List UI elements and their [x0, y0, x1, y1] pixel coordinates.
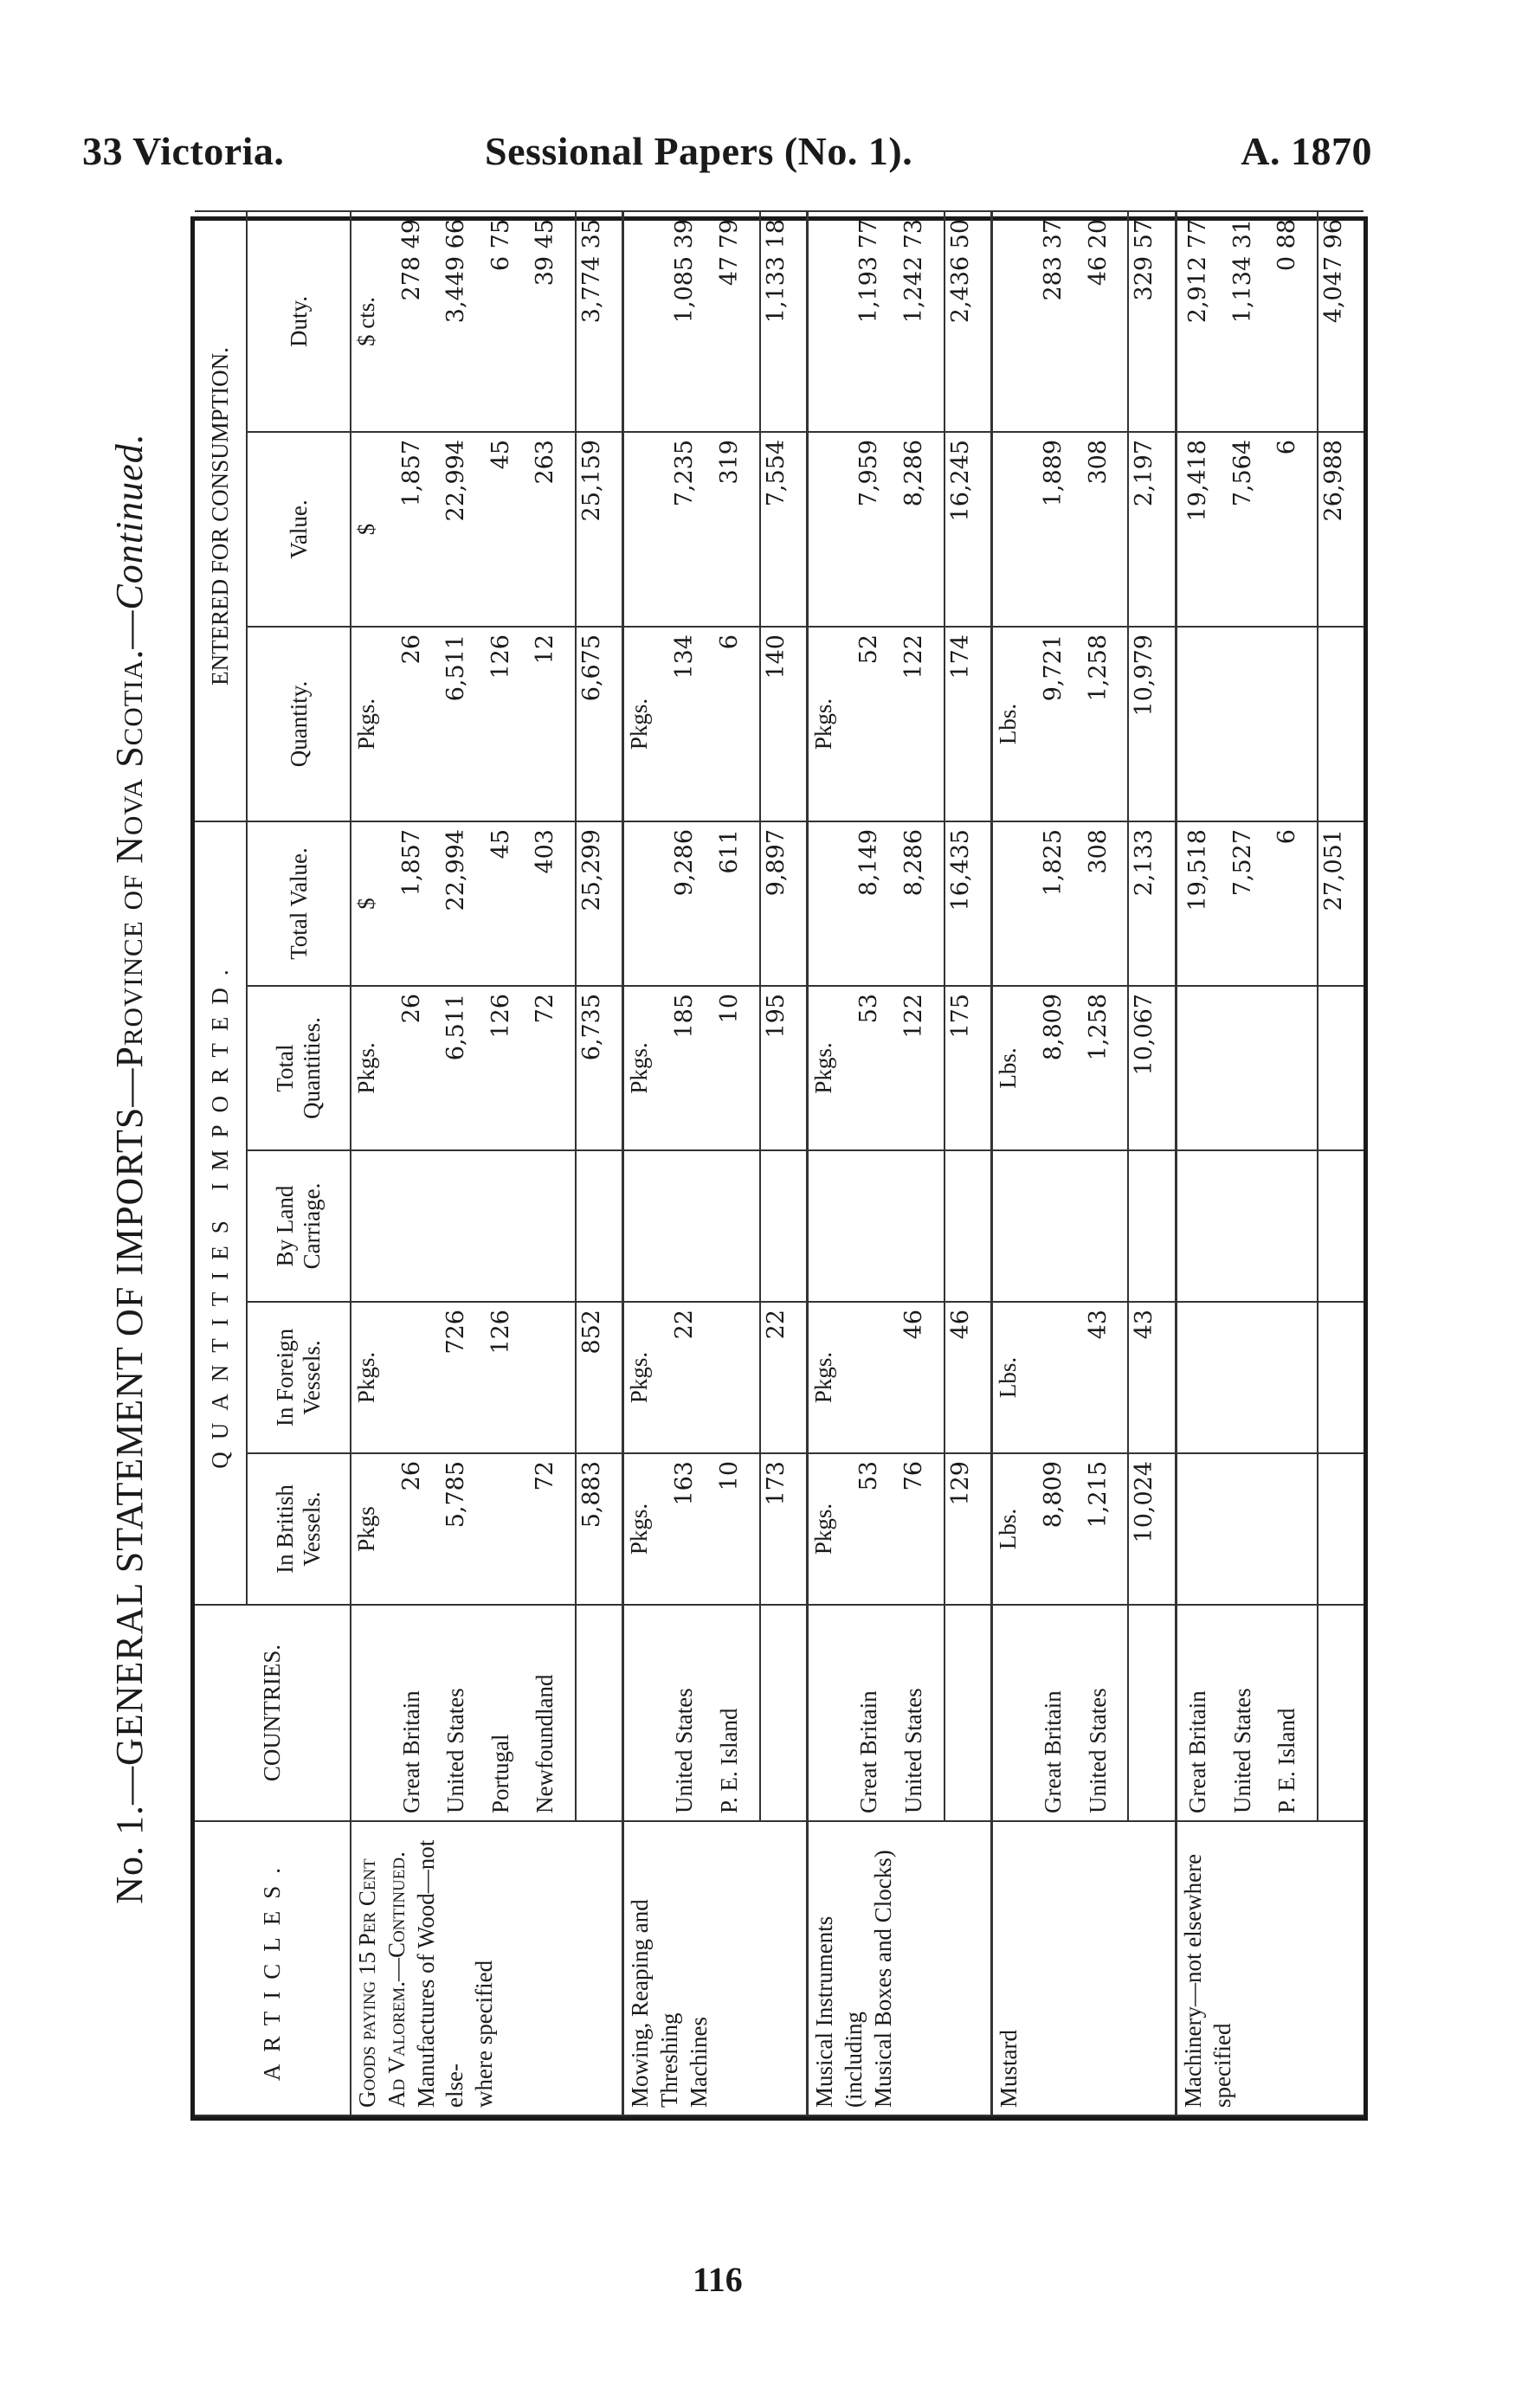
unit-label: Lbs. — [992, 627, 1039, 821]
total-total-v: 25,299 — [576, 821, 623, 986]
cell-foreign — [1183, 1302, 1227, 1453]
cell-total-q: 1,258 — [1083, 986, 1129, 1150]
cell-british — [486, 1453, 530, 1605]
col-total-quantities: Total Quantities. — [247, 986, 351, 1150]
cell-duty: 2,912 77 — [1183, 211, 1227, 432]
cell-duty: 39 45 — [530, 211, 576, 432]
col-duty: Duty. — [247, 211, 351, 432]
total-land — [1318, 1150, 1364, 1302]
cell-total-q: 126 — [486, 986, 530, 1150]
total-spacer — [576, 1605, 623, 1821]
country-label: Great Britain — [1183, 1605, 1227, 1821]
unit-label: Pkgs. — [351, 986, 396, 1150]
country-label: Newfoundland — [530, 1605, 576, 1821]
cell-quantity: 9,721 — [1038, 627, 1082, 821]
header-year: A. 1870 — [1241, 129, 1372, 173]
cell-quantity: 6 — [714, 627, 760, 821]
cell-land — [1083, 1150, 1129, 1302]
article-line: Machinery—not elsewhere specified — [1179, 1853, 1235, 2108]
unit-label — [808, 821, 854, 986]
total-land — [1128, 1150, 1176, 1302]
total-british: 129 — [944, 1453, 992, 1605]
unit-label: Pkgs — [351, 1453, 396, 1605]
cell-quantity: 26 — [396, 627, 441, 821]
cell-land — [1038, 1150, 1082, 1302]
cell-total-v: 22,994 — [441, 821, 485, 986]
cell-total-q: 26 — [396, 986, 441, 1150]
cell-value: 1,889 — [1038, 432, 1082, 627]
cell-british: 8,809 — [1038, 1453, 1082, 1605]
article-line: Mustard — [996, 2030, 1022, 2108]
cell-total-v: 611 — [714, 821, 760, 986]
article-line: Musical Instruments (including — [811, 1915, 867, 2108]
header-title: Sessional Papers (No. 1). — [485, 129, 913, 173]
total-total-q — [1318, 986, 1364, 1150]
col-countries: COUNTRIES. — [195, 1605, 351, 1821]
cell-foreign: 43 — [1083, 1302, 1129, 1453]
cell-british: 1,215 — [1083, 1453, 1129, 1605]
cell-land — [1228, 1150, 1272, 1302]
cell-land — [854, 1150, 898, 1302]
country-label: Portugal — [486, 1605, 530, 1821]
cell-foreign — [1228, 1302, 1272, 1453]
cell-total-q: 122 — [899, 986, 944, 1150]
unit-label: Lbs. — [992, 1302, 1039, 1453]
cell-value: 308 — [1083, 432, 1129, 627]
cell-total-v: 8,149 — [854, 821, 898, 986]
article-name — [623, 1821, 808, 2115]
cell-land — [714, 1150, 760, 1302]
total-total-v: 27,051 — [1318, 821, 1364, 986]
unit-label: $ — [351, 821, 396, 986]
unit-label: Pkgs. — [623, 1302, 670, 1453]
col-total-value: Total Value. — [247, 821, 351, 986]
article-line: Manufactures of Wood—not else- — [412, 1839, 468, 2108]
rotated-table-region — [82, 216, 1381, 2121]
cell-total-v: 45 — [486, 821, 530, 986]
cell-value: 19,418 — [1183, 432, 1227, 627]
unit-label — [992, 1150, 1039, 1302]
cell-foreign — [854, 1302, 898, 1453]
total-value: 7,554 — [760, 432, 808, 627]
unit-label — [1176, 1453, 1183, 1605]
cell-land — [486, 1150, 530, 1302]
unit-label — [1176, 432, 1183, 627]
cell-british: 10 — [714, 1453, 760, 1605]
country-cell — [808, 1605, 854, 1821]
cell-total-q: 53 — [854, 986, 898, 1150]
col-british: In British Vessels. — [247, 1453, 351, 1605]
total-foreign: 852 — [576, 1302, 623, 1453]
unit-label: $ cts. — [351, 211, 396, 432]
cell-value: 263 — [530, 432, 576, 627]
country-label: Great Britain — [396, 1605, 441, 1821]
unit-label: Lbs. — [992, 1453, 1039, 1605]
cell-value: 7,564 — [1228, 432, 1272, 627]
total-quantity: 10,979 — [1128, 627, 1176, 821]
cell-quantity — [1183, 627, 1227, 821]
cell-foreign — [714, 1302, 760, 1453]
article-line: Goods paying 15 Per Cent — [354, 1858, 380, 2108]
cell-value: 7,235 — [669, 432, 713, 627]
country-label: United States — [899, 1605, 944, 1821]
article-line: Machines — [685, 2017, 712, 2108]
unit-label — [1176, 1150, 1183, 1302]
total-quantity — [1318, 627, 1364, 821]
cell-duty: 47 79 — [714, 211, 760, 432]
total-land — [576, 1150, 623, 1302]
cell-total-v: 6 — [1272, 821, 1318, 986]
country-cell — [1176, 1605, 1183, 1821]
cell-land — [899, 1150, 944, 1302]
cell-quantity: 12 — [530, 627, 576, 821]
country-cell — [623, 1605, 670, 1821]
cell-duty: 1,193 77 — [854, 211, 898, 432]
unit-label — [992, 211, 1039, 432]
unit-label: Pkgs. — [623, 986, 670, 1150]
cell-quantity: 122 — [899, 627, 944, 821]
unit-label: Pkgs. — [808, 1302, 854, 1453]
total-british: 5,883 — [576, 1453, 623, 1605]
country-label: United States — [1083, 1605, 1129, 1821]
col-foreign: In Foreign Vessels. — [247, 1302, 351, 1453]
cell-foreign — [1038, 1302, 1082, 1453]
country-label: P. E. Island — [714, 1605, 760, 1821]
cell-value: 7,959 — [854, 432, 898, 627]
unit-label — [992, 821, 1039, 986]
total-spacer — [760, 1605, 808, 1821]
section-unit-row — [351, 211, 396, 2115]
cell-land — [1183, 1150, 1227, 1302]
cell-british: 76 — [899, 1453, 944, 1605]
article-line: where specified — [471, 1960, 497, 2108]
unit-label — [623, 211, 670, 432]
cell-foreign: 126 — [486, 1302, 530, 1453]
cell-duty: 3,449 66 — [441, 211, 485, 432]
cell-duty: 0 88 — [1272, 211, 1318, 432]
cell-british: 72 — [530, 1453, 576, 1605]
total-quantity: 6,675 — [576, 627, 623, 821]
cell-duty: 1,242 73 — [899, 211, 944, 432]
cell-foreign: 726 — [441, 1302, 485, 1453]
cell-british — [1228, 1453, 1272, 1605]
total-duty: 329 57 — [1128, 211, 1176, 432]
cell-value: 8,286 — [899, 432, 944, 627]
cell-duty: 1,134 31 — [1228, 211, 1272, 432]
cell-total-q: 72 — [530, 986, 576, 1150]
total-duty: 3,774 35 — [576, 211, 623, 432]
unit-label — [1176, 1302, 1183, 1453]
cell-total-q — [1183, 986, 1227, 1150]
total-quantity: 174 — [944, 627, 992, 821]
article-line: Musical Boxes and Clocks) — [869, 1850, 896, 2108]
total-british: 10,024 — [1128, 1453, 1176, 1605]
cell-value: 319 — [714, 432, 760, 627]
unit-label — [1176, 211, 1183, 432]
cell-british: 5,785 — [441, 1453, 485, 1605]
total-foreign: 46 — [944, 1302, 992, 1453]
col-consumption-group: ENTERED FOR CONSUMPTION. — [195, 211, 247, 821]
cell-land — [441, 1150, 485, 1302]
section-unit-row — [623, 211, 670, 2115]
cell-foreign: 46 — [899, 1302, 944, 1453]
total-value: 25,159 — [576, 432, 623, 627]
table-body — [351, 211, 1364, 2115]
unit-label — [623, 1150, 670, 1302]
unit-label — [1176, 627, 1183, 821]
cell-value: 45 — [486, 432, 530, 627]
total-land — [760, 1150, 808, 1302]
section-unit-row — [808, 211, 854, 2115]
total-value: 2,197 — [1128, 432, 1176, 627]
cell-value: 6 — [1272, 432, 1318, 627]
title-main: No. 1.—GENERAL STATEMENT OF IMPORTS— — [108, 1067, 151, 1904]
cell-total-v: 308 — [1083, 821, 1129, 986]
total-spacer — [1318, 1605, 1364, 1821]
section-unit-row — [1176, 211, 1183, 2115]
country-label: United States — [669, 1605, 713, 1821]
cell-quantity — [1228, 627, 1272, 821]
cell-british: 163 — [669, 1453, 713, 1605]
cell-land — [530, 1150, 576, 1302]
article-line: Mowing, Reaping and Threshing — [627, 1899, 683, 2108]
cell-total-q — [1272, 986, 1318, 1150]
article-name — [992, 1821, 1177, 2115]
col-land: By Land Carriage. — [247, 1150, 351, 1302]
country-cell — [992, 1605, 1039, 1821]
total-total-v: 2,133 — [1128, 821, 1176, 986]
cell-total-q: 10 — [714, 986, 760, 1150]
unit-label: Pkgs. — [623, 1453, 670, 1605]
col-quantity: Quantity. — [247, 627, 351, 821]
cell-total-q: 185 — [669, 986, 713, 1150]
unit-label: Pkgs. — [351, 627, 396, 821]
cell-land — [396, 1150, 441, 1302]
total-quantity: 140 — [760, 627, 808, 821]
cell-duty: 283 37 — [1038, 211, 1082, 432]
page-number: 116 — [693, 2260, 743, 2299]
total-foreign: 22 — [760, 1302, 808, 1453]
cell-british — [1183, 1453, 1227, 1605]
cell-quantity: 126 — [486, 627, 530, 821]
col-imported-group: QUANTITIES IMPORTED. — [195, 821, 247, 1605]
country-label: P. E. Island — [1272, 1605, 1318, 1821]
unit-label: Pkgs. — [351, 1302, 396, 1453]
total-value: 26,988 — [1318, 432, 1364, 627]
cell-total-v: 1,825 — [1038, 821, 1082, 986]
cell-total-v: 9,286 — [669, 821, 713, 986]
cell-value: 1,857 — [396, 432, 441, 627]
cell-total-v: 403 — [530, 821, 576, 986]
title-continued: Continued. — [108, 433, 151, 610]
cell-duty: 6 75 — [486, 211, 530, 432]
cell-quantity: 52 — [854, 627, 898, 821]
unit-label — [1176, 821, 1183, 986]
cell-foreign — [530, 1302, 576, 1453]
cell-total-v: 8,286 — [899, 821, 944, 986]
section-unit-row — [992, 211, 1039, 2115]
total-foreign — [1318, 1302, 1364, 1453]
unit-label — [808, 211, 854, 432]
unit-label — [351, 1150, 396, 1302]
unit-label — [623, 432, 670, 627]
total-total-q: 10,067 — [1128, 986, 1176, 1150]
unit-label: Pkgs. — [808, 627, 854, 821]
cell-total-v: 7,527 — [1228, 821, 1272, 986]
country-label: United States — [1228, 1605, 1272, 1821]
country-label: Great Britain — [854, 1605, 898, 1821]
cell-british — [1272, 1453, 1318, 1605]
total-total-q: 6,735 — [576, 986, 623, 1150]
total-value: 16,245 — [944, 432, 992, 627]
cell-quantity: 6,511 — [441, 627, 485, 821]
total-total-v: 9,897 — [760, 821, 808, 986]
title-province: Province of Nova Scotia.— — [108, 609, 151, 1068]
total-british: 173 — [760, 1453, 808, 1605]
cell-british: 53 — [854, 1453, 898, 1605]
unit-label: Pkgs. — [808, 986, 854, 1150]
cell-british: 26 — [396, 1453, 441, 1605]
article-line: Ad Valorem.—Continued. — [383, 1851, 409, 2108]
total-foreign: 43 — [1128, 1302, 1176, 1453]
country-cell — [351, 1605, 396, 1821]
col-value: Value. — [247, 432, 351, 627]
unit-label: $ — [351, 432, 396, 627]
unit-label — [808, 432, 854, 627]
unit-label — [808, 1150, 854, 1302]
cell-land — [669, 1150, 713, 1302]
total-british — [1318, 1453, 1364, 1605]
country-label: Great Britain — [1038, 1605, 1082, 1821]
total-land — [944, 1150, 992, 1302]
country-label: United States — [441, 1605, 485, 1821]
article-name — [351, 1821, 623, 2115]
total-total-v: 16,435 — [944, 821, 992, 986]
col-articles: ARTICLES. — [195, 1821, 351, 2115]
cell-total-q: 8,809 — [1038, 986, 1082, 1150]
unit-label: Pkgs. — [808, 1453, 854, 1605]
article-name — [808, 1821, 992, 2115]
cell-total-q: 6,511 — [441, 986, 485, 1150]
cell-quantity: 1,258 — [1083, 627, 1129, 821]
cell-foreign — [1272, 1302, 1318, 1453]
header-session: 33 Victoria. — [82, 129, 285, 173]
table-title — [82, 216, 177, 2121]
total-duty: 2,436 50 — [944, 211, 992, 432]
unit-label — [623, 821, 670, 986]
cell-duty: 46 20 — [1083, 211, 1129, 432]
article-name — [1176, 1821, 1364, 2115]
cell-foreign — [396, 1302, 441, 1453]
cell-quantity — [1272, 627, 1318, 821]
unit-label — [992, 432, 1039, 627]
unit-label — [1176, 986, 1183, 1150]
cell-total-v: 19,518 — [1183, 821, 1227, 986]
total-duty: 1,133 18 — [760, 211, 808, 432]
unit-label: Lbs. — [992, 986, 1039, 1150]
cell-total-v: 1,857 — [396, 821, 441, 986]
imports-table — [190, 216, 1368, 2121]
total-total-q: 195 — [760, 986, 808, 1150]
unit-label: Pkgs. — [623, 627, 670, 821]
cell-duty: 1,085 39 — [669, 211, 713, 432]
cell-value: 22,994 — [441, 432, 485, 627]
cell-total-q — [1228, 986, 1272, 1150]
cell-foreign: 22 — [669, 1302, 713, 1453]
total-total-q: 175 — [944, 986, 992, 1150]
cell-duty: 278 49 — [396, 211, 441, 432]
cell-land — [1272, 1150, 1318, 1302]
total-spacer — [944, 1605, 992, 1821]
total-spacer — [1128, 1605, 1176, 1821]
total-duty: 4,047 96 — [1318, 211, 1364, 432]
cell-quantity: 134 — [669, 627, 713, 821]
